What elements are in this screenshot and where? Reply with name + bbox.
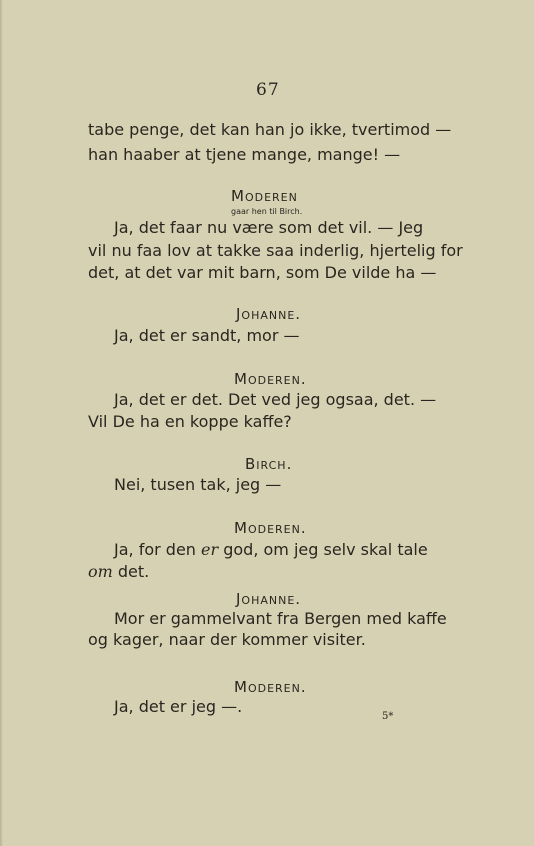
text-line: Ja, det er det. Det ved jeg ogsaa, det. — xyxy=(114,390,437,409)
stage-direction: gaar hen til Birch. xyxy=(231,207,303,216)
text-segment: god, om jeg selv skal tale xyxy=(218,540,428,559)
text-line: Vil De ha en koppe kaffe? xyxy=(88,412,292,431)
speaker-name: Moderen xyxy=(231,187,298,205)
text-line: og kager, naar der kommer visiter. xyxy=(88,630,366,649)
text-line: Ja, det er sandt, mor — xyxy=(114,326,300,345)
text-line: Nei, tusen tak, jeg — xyxy=(114,475,282,494)
text-segment: Ja, for den xyxy=(114,540,202,559)
speaker-name: Birch. xyxy=(245,455,293,473)
emphasis-text: om xyxy=(88,562,113,581)
page-edge xyxy=(0,0,3,846)
signature-mark: 5* xyxy=(382,711,394,722)
text-line xyxy=(114,540,428,560)
text-line: tabe penge, det kan han jo ikke, tvertimod — xyxy=(88,120,452,139)
page-number: 67 xyxy=(256,80,280,100)
text-line: det, at det var mit barn, som De vilde ha — xyxy=(88,263,437,282)
speaker-name: Johanne. xyxy=(236,305,302,323)
speaker-name: Moderen. xyxy=(234,370,307,388)
text-segment: det. xyxy=(112,562,150,581)
text-line xyxy=(88,562,149,582)
emphasis-text: er xyxy=(201,540,219,559)
text-line: vil nu faa lov at takke saa inderlig, hjertelig for xyxy=(88,241,463,260)
text-line: Mor er gammelvant fra Bergen med kaffe xyxy=(114,609,447,628)
speaker-name: Johanne. xyxy=(236,590,302,608)
speaker-name: Moderen. xyxy=(234,519,307,537)
text-line: Ja, det faar nu være som det vil. — Jeg xyxy=(114,218,424,237)
speaker-name: Moderen. xyxy=(234,678,307,696)
text-line: han haaber at tjene mange, mange! — xyxy=(88,145,401,164)
text-line: Ja, det er jeg —. xyxy=(114,697,243,716)
